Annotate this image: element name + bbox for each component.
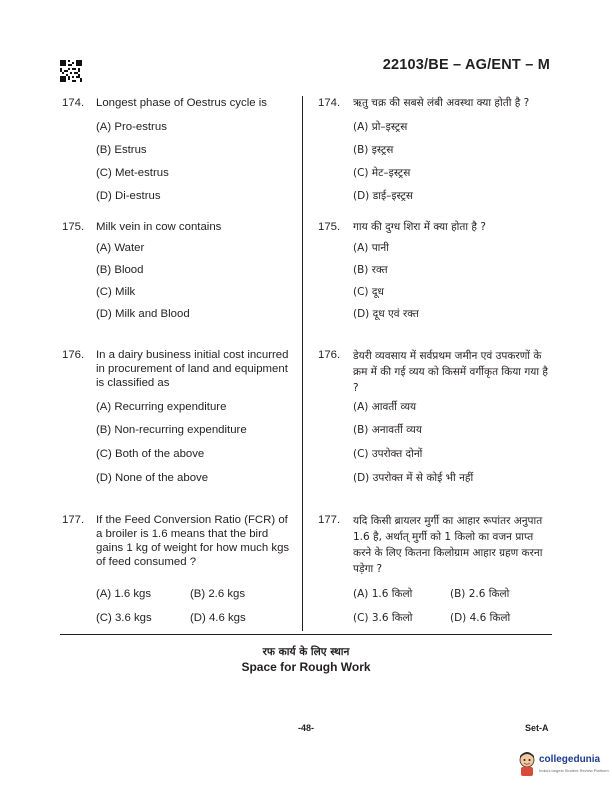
column-divider <box>302 96 303 631</box>
option-b: (B) रक्त <box>353 264 388 276</box>
option-a: (A) Recurring expenditure <box>96 401 227 413</box>
option-b: (B) Estrus <box>96 144 147 156</box>
question-text: डेयरी व्यवसाय में सर्वप्रथम जमीन एवं उपकरणों के क्रम में की गई व्यय को किसमें वर्गीकृत किया गया है ? <box>353 350 548 394</box>
option-d: (D) None of the above <box>96 472 209 484</box>
paper-code: 22103/BE – AG/ENT – M <box>382 57 550 73</box>
option-c: (C) उपरोक्त दोनों <box>353 448 423 460</box>
mascot-icon <box>517 752 537 776</box>
brand-tagline: India's largest Student Review Platform <box>539 768 609 773</box>
brand-watermark <box>515 750 612 780</box>
option-a: (A) 1.6 किलो <box>353 588 413 600</box>
question-number: 174. <box>318 97 341 109</box>
option-c: (C) मेट–इस्ट्रस <box>353 167 411 179</box>
question-number: 174. <box>62 97 85 109</box>
question-text: Longest phase of Oestrus cycle is <box>96 97 267 109</box>
option-b: (B) 2.6 किलो <box>450 588 510 600</box>
question-number: 176. <box>318 349 341 361</box>
option-d: (D) 4.6 kgs <box>190 612 246 624</box>
brand-name: collegedunia <box>539 754 601 765</box>
option-a: (A) Water <box>96 242 145 254</box>
option-b: (B) Blood <box>96 264 144 276</box>
option-d: (D) 4.6 किलो <box>450 612 511 624</box>
qr-code-icon <box>60 60 82 82</box>
option-b: (B) अनावर्ती व्यय <box>353 424 422 436</box>
option-b: (B) इस्ट्रस <box>353 144 394 156</box>
option-c: (C) Both of the above <box>96 448 205 460</box>
option-b: (B) Non-recurring expenditure <box>96 424 247 436</box>
option-d: (D) डाई–इस्ट्रस <box>353 190 413 202</box>
option-c: (C) दूध <box>353 286 384 298</box>
option-c: (C) 3.6 किलो <box>353 612 413 624</box>
question-text: यदि किसी ब्रायलर मुर्गी का आहार रूपांतर अनुपात 1.6 है, अर्थात् मुर्गी को 1 किलो का वजन प्राप्त करने के लिए कितना किलोग्राम आहार ग्रहण करना पड़ेगा ? <box>353 515 543 575</box>
question-number: 177. <box>62 514 85 526</box>
question-text: Milk vein in cow contains <box>96 221 222 233</box>
question-number: 175. <box>318 221 341 233</box>
option-c: (C) Met-estrus <box>96 167 169 179</box>
option-a: (A) 1.6 kgs <box>96 588 152 600</box>
set-label: Set-A <box>525 723 549 733</box>
option-d: (D) दूध एवं रक्त <box>353 308 419 320</box>
question-text: ऋतु चक्र की सबसे लंबी अवस्था क्या होती है ? <box>353 97 530 109</box>
rough-work-label-hindi: रफ कार्य के लिए स्थान <box>262 646 350 658</box>
section-divider <box>60 634 552 635</box>
option-d: (D) उपरोक्त में से कोई भी नहीं <box>353 472 474 484</box>
option-d: (D) Di-estrus <box>96 190 161 202</box>
question-number: 175. <box>62 221 85 233</box>
option-a: (A) आवर्ती व्यय <box>353 401 417 413</box>
question-text: गाय की दुग्ध शिरा में क्या होता है ? <box>353 221 486 233</box>
page-number: -48- <box>297 723 314 733</box>
rough-work-label: Space for Rough Work <box>241 660 371 674</box>
question-text: If the Feed Conversion Ratio (FCR) of a broiler is 1.6 means that the bird gains 1 kg of weight for how much kgs of feed consumed ? <box>96 514 290 568</box>
option-a: (A) पानी <box>353 242 389 254</box>
option-d: (D) Milk and Blood <box>96 308 190 320</box>
option-c: (C) Milk <box>96 286 136 298</box>
question-number: 177. <box>318 514 341 526</box>
option-a: (A) Pro-estrus <box>96 121 167 133</box>
question-text: In a dairy business initial cost incurred in procurement of land and equipment is classified as <box>96 349 289 389</box>
option-b: (B) 2.6 kgs <box>190 588 246 600</box>
question-number: 176. <box>62 349 85 361</box>
option-c: (C) 3.6 kgs <box>96 612 152 624</box>
option-a: (A) प्रो–इस्ट्रस <box>353 121 408 133</box>
